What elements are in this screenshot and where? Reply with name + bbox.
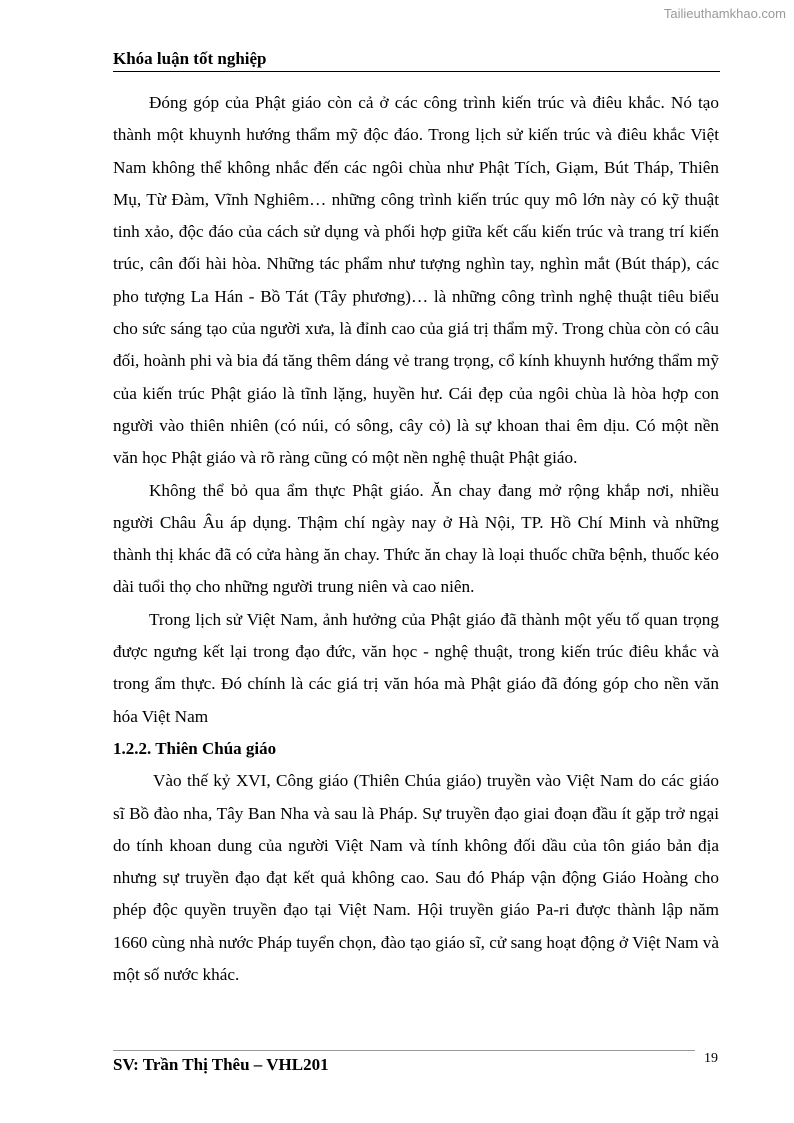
page-number: 19 [704, 1051, 718, 1066]
body-paragraph: Không thể bỏ qua ẩm thực Phật giáo. Ăn chay đang mở rộng khắp nơi, nhiều người Châu Âu áp dụng. Thậm chí ngày nay ở Hà Nội, TP. Hồ Chí Minh và những thành thị khác đã có cửa hàng ăn chay. Thức ăn chay là loại thuốc chữa bệnh, thuốc kéo dài tuổi thọ cho những người trung niên và cao niên. [113, 480, 719, 597]
footer-author: SV: Trần Thị Thêu – VHL201 [113, 1055, 329, 1074]
watermark: Tailieuthamkhao.com [663, 6, 786, 21]
running-header-title: Khóa luận tốt nghiệp [113, 49, 267, 68]
body-paragraph: Trong lịch sử Việt Nam, ảnh hưởng của Phật giáo đã thành một yếu tố quan trọng được ngưng kết lại trong đạo đức, văn học - nghệ thuật, trong kiến trúc điêu khắc và trong ẩm thực. Đó chính là các giá trị văn hóa mà Phật giáo đã đóng góp cho nền văn hóa Việt Nam [113, 609, 719, 726]
body-paragraph: Vào thế kỷ XVI, Công giáo (Thiên Chúa giáo) truyền vào Việt Nam do các giáo sĩ Bồ đào nha, Tây Ban Nha và sau là Pháp. Sự truyền đạo giai đoạn đầu ít gặp trở ngại do tính khoan dung của người Việt Nam và tính không đối dầu của tôn giáo bản địa nhưng sự truyền đạo đạt kết quả không cao. Sau đó Pháp vận động Giáo Hoàng cho phép độc quyền truyền đạo tại Việt Nam. Hội truyền giáo Pa-ri được thành lập năm 1660 cùng nhà nước Pháp tuyển chọn, đào tạo giáo sĩ, cử sang hoạt động ở Việt Nam và một số nước khác. [113, 771, 719, 985]
header-divider [113, 71, 720, 72]
footer-divider [113, 1050, 695, 1051]
section-heading: 1.2.2. Thiên Chúa giáo [113, 738, 277, 758]
body-paragraph: Đóng góp của Phật giáo còn cả ở các công trình kiến trúc và điêu khắc. Nó tạo thành một khuynh hướng thẩm mỹ độc đáo. Trong lịch sử kiến trúc và điêu khắc Việt Nam không thể không nhắc đến các ngôi chùa như Phật Tích, Giạm, Bút Tháp, Thiên Mụ, Từ Đàm, Vĩnh Nghiêm… những công trình kiến trúc quy mô lớn này có kỹ thuật tinh xảo, độc đáo của cách sử dụng và phối hợp giữa kết cấu kiến trúc và trang trí kiến trúc, cân đối hài hòa. Những tác phẩm như tượng nghìn tay, nghìn mắt (Bút tháp), các pho tượng La Hán - Bồ Tát (Tây phương)… là những công trình nghệ thuật tiêu biểu cho sức sáng tạo của người xưa, là đỉnh cao của giá trị thẩm mỹ. Trong chùa còn có câu đối, hoành phi và bia đá tăng thêm dáng vẻ trang trọng, cổ kính khuynh hướng thẩm mỹ của kiến trúc Phật giáo là tĩnh lặng, huyền hư. Cái đẹp của ngôi chùa là hòa hợp con người vào thiên nhiên (có núi, có sông, cây cỏ) là sự khoan thai êm dịu. Có một nền văn học Phật giáo và rõ ràng cũng có một nền nghệ thuật Phật giáo. [113, 93, 719, 468]
page-body [113, 87, 719, 991]
